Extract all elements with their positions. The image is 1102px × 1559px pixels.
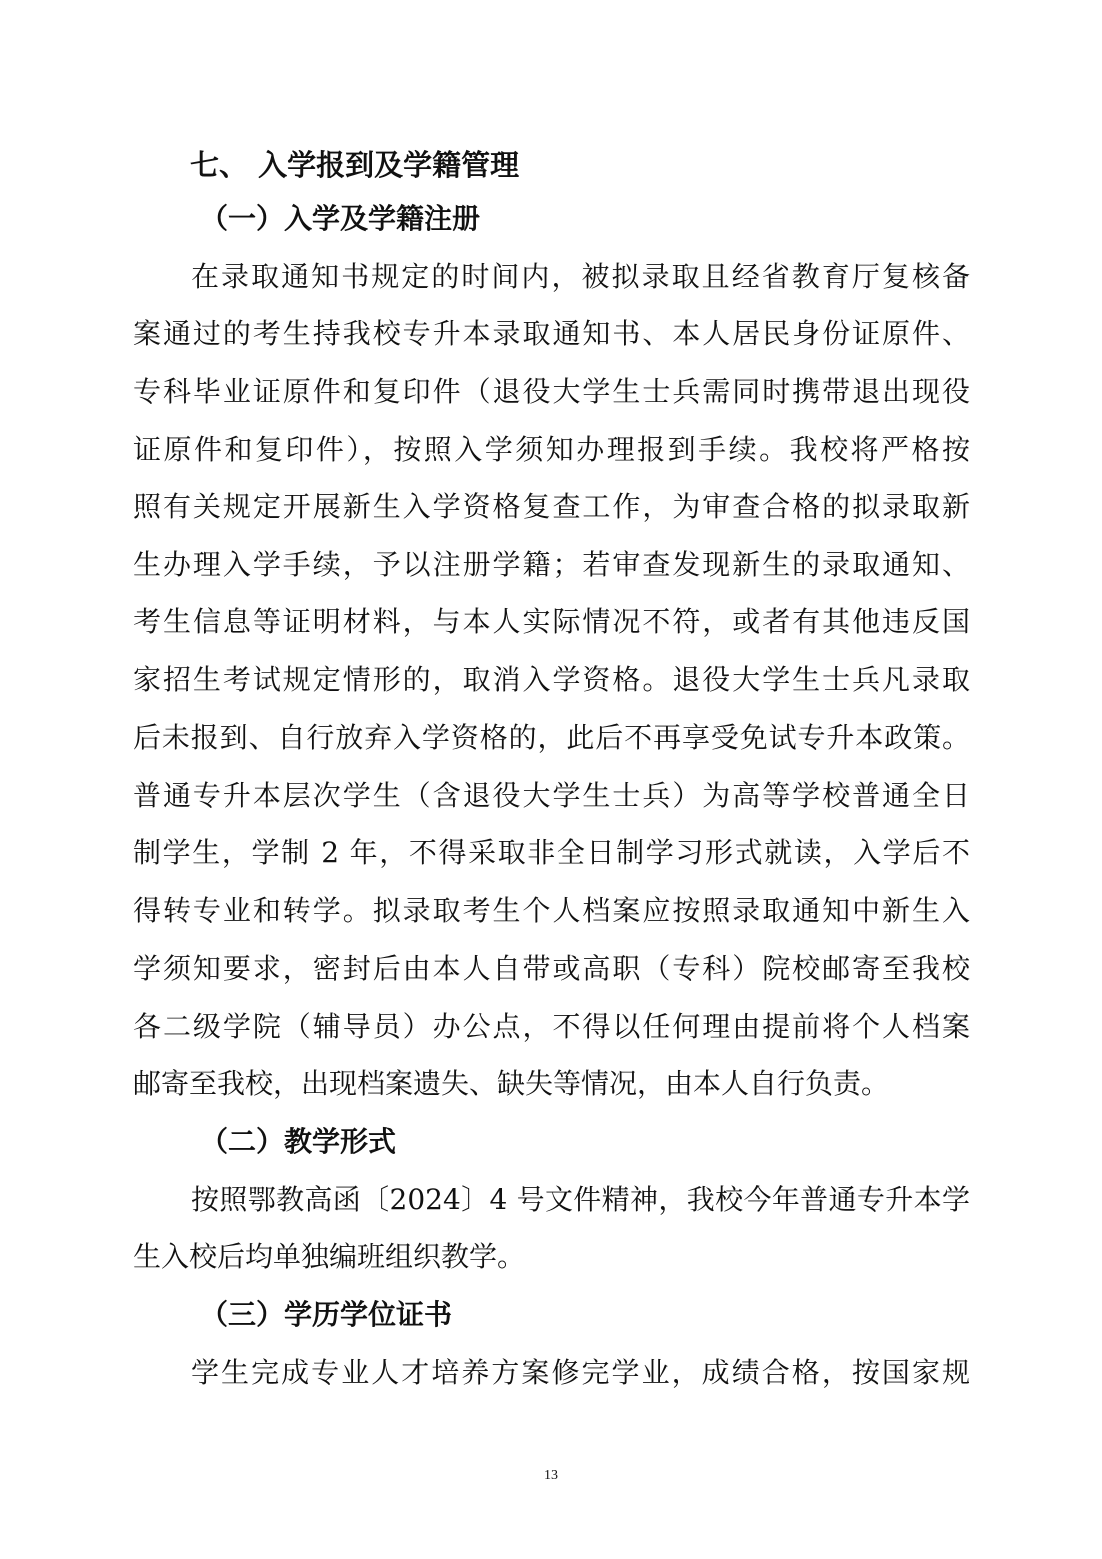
paragraph-line: 后未报到、自行放弃入学资格的，此后不再享受免试专升本政策。 <box>133 721 970 754</box>
paragraph-line: 邮寄至我校，出现档案遗失、缺失等情况，由本人自行负责。 <box>133 1067 890 1100</box>
paragraph-line: 学生完成专业人才培养方案修完学业，成绩合格，按国家规 <box>191 1356 970 1389</box>
subsection-heading-3: （三）学历学位证书 <box>200 1298 453 1331</box>
paragraph-line: 专科毕业证原件和复印件（退役大学生士兵需同时携带退出现役 <box>133 375 970 408</box>
section-heading: 七、 入学报到及学籍管理 <box>190 148 520 182</box>
paragraph-line: 在录取通知书规定的时间内，被拟录取且经省教育厅复核备 <box>191 260 970 293</box>
paragraph-line: 家招生考试规定情形的，取消入学资格。退役大学生士兵凡录取 <box>133 663 970 696</box>
paragraph-line: 学须知要求，密封后由本人自带或高职（专科）院校邮寄至我校 <box>133 952 970 985</box>
paragraph-line: 照有关规定开展新生入学资格复查工作，为审查合格的拟录取新 <box>133 490 970 523</box>
page-number: 13 <box>544 1468 558 1483</box>
paragraph-line: 考生信息等证明材料，与本人实际情况不符，或者有其他违反国 <box>133 605 970 638</box>
paragraph-line: 生办理入学手续，予以注册学籍；若审查发现新生的录取通知、 <box>133 548 970 581</box>
paragraph-line: 得转专业和转学。拟录取考生个人档案应按照录取通知中新生入 <box>133 894 970 927</box>
subsection-heading-1: （一）入学及学籍注册 <box>200 202 481 235</box>
paragraph-line: 按照鄂教高函〔2024〕4 号文件精神，我校今年普通专升本学 <box>191 1183 970 1216</box>
paragraph-line: 证原件和复印件），按照入学须知办理报到手续。我校将严格按 <box>133 433 970 466</box>
subsection-heading-2: （二）教学形式 <box>200 1125 397 1158</box>
paragraph-line: 生入校后均单独编班组织教学。 <box>133 1240 526 1273</box>
paragraph-line: 普通专升本层次学生（含退役大学生士兵）为高等学校普通全日 <box>133 779 970 812</box>
paragraph-line: 案通过的考生持我校专升本录取通知书、本人居民身份证原件、 <box>133 317 970 350</box>
paragraph-line: 制学生，学制 2 年，不得采取非全日制学习形式就读，入学后不 <box>133 836 970 869</box>
paragraph-line: 各二级学院（辅导员）办公点，不得以任何理由提前将个人档案 <box>133 1010 970 1043</box>
